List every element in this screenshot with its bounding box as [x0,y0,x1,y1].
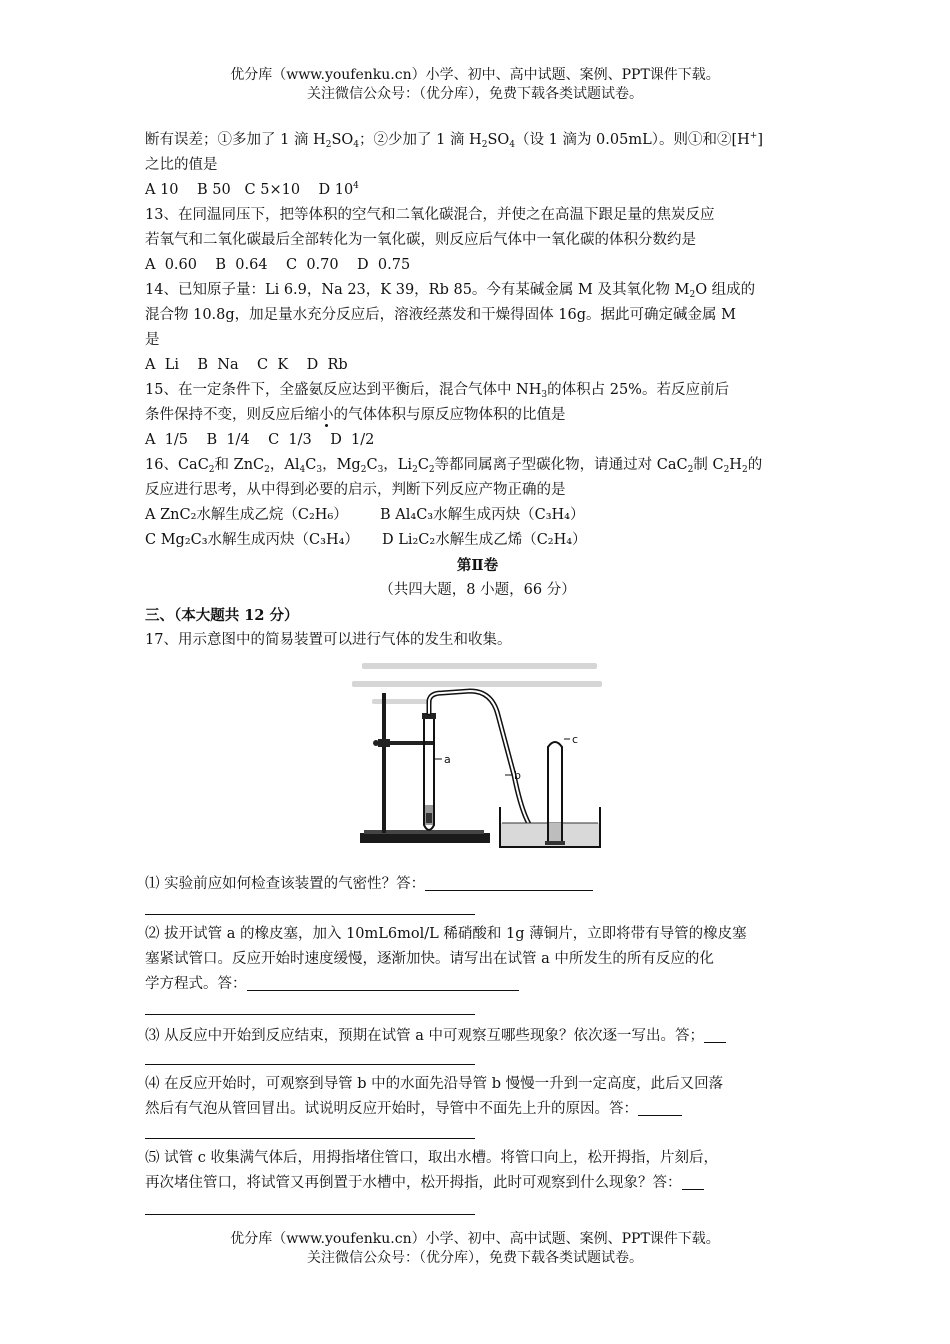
q12-line-2: 之比的值是 [145,157,218,173]
answer-blank-1[interactable] [425,874,593,891]
label-a: a [444,753,451,766]
label-b: b [514,769,521,782]
subq-3: ⑶ 从反应中开始到反应结束，预期在试管 a 中可观察互哪些现象？依次逐一写出。答； [145,1024,810,1049]
answer-blank-4[interactable] [638,1099,682,1116]
q14-line-3: 是 [145,332,160,348]
part2-subtitle: （共四大题，8 小题，66 分） [379,582,576,598]
q12-line-1: 断有误差；①多加了 1 滴 $H_2SO_4$；②少加了 1 滴 $H_2SO_4$（设 1 滴为 0.05mL）。则①和②[H+] [145,131,763,150]
page-header [0,66,950,104]
answer-rule-1[interactable] [145,914,475,915]
q15-line-1: 15、在一定条件下，全盛氨反应达到平衡后，混合气体中 $NH_3$的体积占 25%。若反应前后 [145,382,729,400]
q15-line-2: 条件保持不变，则反应后缩小的气体体积与原反应物体积的比值是 [145,407,566,423]
q16-line-1: 16、CaC$_2$和 ZnC$_2$，$Al_4C_3$，$Mg_2C_3$，$Li_2C_2$等都同属离子型碳化物，请通过对 CaC$_2$制 $C_2H_2$的 [145,457,763,475]
answer-blank-2[interactable] [247,974,519,991]
q13-line-2: 若氧气和二氧化碳最后全部转化为一氧化碳，则反应后气体中一氧化碳的体积分数约是 [145,232,696,248]
answer-rule-5[interactable] [145,1214,475,1215]
q14-line-1: 14、已知原子量：Li 6.9，Na 23，K 39，Rb 85。今有某碱金属 M 及其氧化物 $M_2O$ 组成的 [145,282,756,300]
label-c: c [572,733,579,746]
header-line-1: 优分库（www.youfenku.cn）小学、初中、高中试题、案例、PPT课件下载。 [230,67,720,83]
q15-options: A 1/5 B 1/4 C 1/3 D 1/2 [145,432,375,448]
subq-1: ⑴ 实验前应如何检查该装置的气密性？答： [145,872,810,897]
q16-line-2: 反应进行思考，从中得到必要的启示，判断下列反应产物正确的是 [145,482,566,498]
q17-intro: 17、用示意图中的简易装置可以进行气体的发生和收集。 [145,632,512,648]
answer-rule-4[interactable] [145,1138,475,1139]
apparatus-figure [342,655,622,855]
question-block [145,128,810,653]
page-footer [0,1230,950,1268]
subq-4: ⑷ 在反应开始时，可观察到导管 b 中的水面先沿导管 b 慢慢一升到一定高度，此后又回落 然后有气泡从管回冒出。试说明反应开始时，导管中不面先上升的原因。答： [145,1076,724,1117]
answer-blank-5[interactable] [682,1173,704,1190]
answer-blank-3[interactable] [704,1026,726,1043]
q16-options-cd: C Mg₂C₃水解生成丙炔（C₃H₄） D Li₂C₂水解生成乙烯（C₂H₄） [145,532,587,548]
header-line-2: 关注微信公众号：（优分库），免费下载各类试题试卷。 [307,86,643,102]
footer-line-1: 优分库（www.youfenku.cn）小学、初中、高中试题、案例、PPT课件下载。 [230,1231,720,1247]
answer-rule-3[interactable] [145,1064,475,1065]
answer-rule-2[interactable] [145,1014,475,1015]
q14-line-2: 混合物 10.8g，加足量水充分反应后，溶液经蒸发和干燥得固体 16g。据此可确定碱金属 M [145,307,736,323]
q12-options: A 10 B 50 C 5×10 D $10^4$ [145,181,359,198]
q13-options: A 0.60 B 0.64 C 0.70 D 0.75 [145,257,411,273]
q14-options: A Li B Na C K D Rb [145,357,348,373]
footer-line-2: 关注微信公众号：（优分库），免费下载各类试题试卷。 [307,1250,643,1266]
section3-title: 三、（本大题共 12 分） [145,607,299,624]
q13-line-1: 13、在同温同压下，把等体积的空气和二氧化碳混合，并使之在高温下跟足量的焦炭反应 [145,207,715,223]
part2-title: 第Ⅱ卷 [456,557,499,574]
q16-options-ab: A ZnC₂水解生成乙烷（C₂H₆） B Al₄C₃水解生成丙炔（C₃H₄） [145,507,585,523]
subq-2: ⑵ 拔开试管 a 的橡皮塞，加入 10mL6mol/L 稀硝酸和 1g 薄铜片，立即将带有导管的橡皮塞 塞紧试管口。反应开始时速度缓慢，逐渐加快。请写出在试管 a 中所发生的所有反应的化 学方程式。答： [145,926,747,992]
subq-5: ⑸ 试管 c 收集满气体后，用拇指堵住管口，取出水槽。将管口向上，松开拇指，片刻后， 再次堵住管口，将试管又再倒置于水槽中，松开拇指，此时可观察到什么现象？答： [145,1150,718,1191]
